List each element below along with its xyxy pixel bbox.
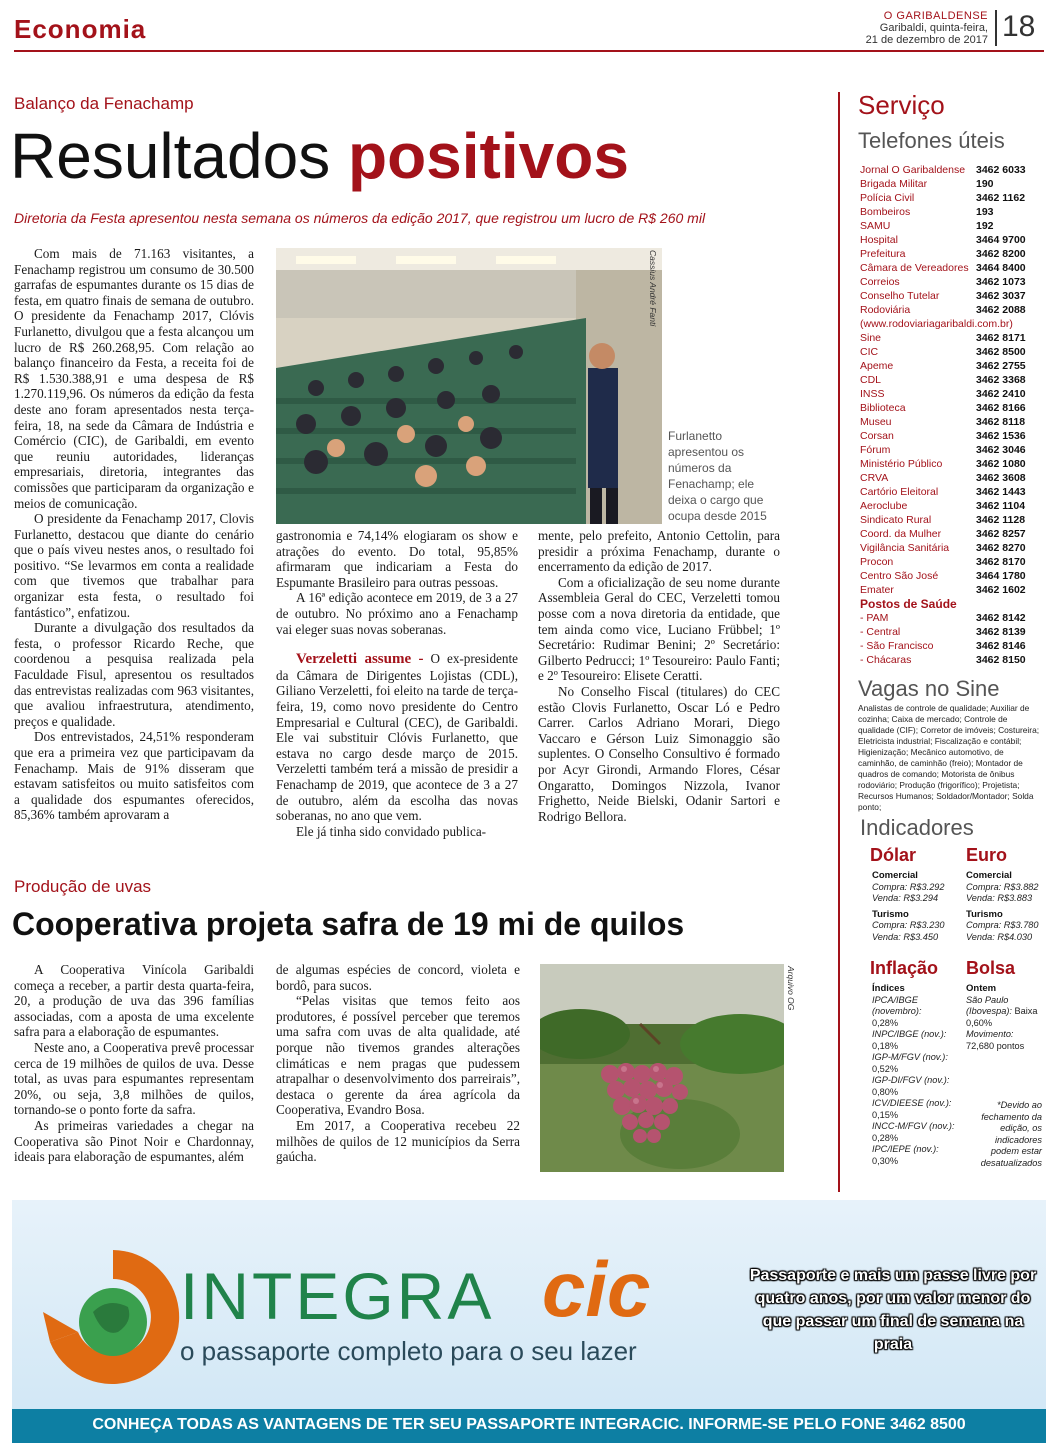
phone-row: [860, 513, 1046, 527]
ad-brand-cic: cic: [542, 1245, 651, 1333]
phone-name: Hospital: [860, 234, 898, 246]
phone-row: [860, 625, 1046, 639]
inflation-index-name: IPCA/IBGE (novembro):: [872, 994, 922, 1016]
phone-row: [860, 387, 1046, 401]
paper-name: O GARIBALDENSE: [883, 10, 988, 22]
euro-tourism-buy: Compra: R$3.780: [966, 920, 1039, 930]
article-paragraph: As primeiras variedades a chegar na Cooperativa são Pinot Noir e Chardonnay, ideais para elaboração de espumantes, além: [14, 1117, 254, 1165]
dolar-tourism-sell: Venda: R$3.450: [872, 931, 939, 942]
article-paragraph: “Pelas visitas que temos feito aos produtores, é possível perceber que teremos uma safra com uvas de alta qualidade, até porque não tivemos grandes alterações climáticas e nem pragas que pudessem atrapalhar o desenvolvimento dos parreirais”, destaca o gerente da área agrícola da Cooperativa, Evandro Bosa.: [276, 993, 520, 1118]
dolar-commercial-label: Comercial: [872, 870, 918, 881]
article-kicker: Produção de uvas: [14, 877, 152, 896]
phone-row: [860, 485, 1046, 499]
phone-number: 3462 8270: [976, 542, 1026, 554]
phone-row: [860, 317, 1046, 331]
bolsa-box: [966, 983, 1050, 1052]
phone-number: 3462 3608: [976, 472, 1026, 484]
phone-number: 3464 1780: [976, 570, 1026, 582]
phone-name: CIC: [860, 346, 879, 358]
phone-number: 3462 8500: [976, 346, 1026, 358]
article-paragraph: Durante a divulgação dos resultados da festa, o professor Ricardo Reche, que coordenou a pesquisa realizada pela Faculdade Fisul, apresentou os resultados das entrevistas realizadas com 963 visitantes, que avaliou infraestrutura, atendimento, preços e qualidade.: [14, 620, 254, 729]
phone-number: 3462 1104: [976, 500, 1026, 512]
ad-offer-text: Passaporte e mais um passe livre por quatro anos, por um valor menor do que passar um final de semana na praia: [749, 1267, 1037, 1353]
dateline-line-2: 21 de dezembro de 2017: [865, 34, 988, 46]
article-paragraph: Neste ano, a Cooperativa prevê processar cerca de 19 milhões de quilos de uva. Desse total, as uvas para espumantes representam 20%, ou seja, 3,8 milhões de quilos, tornando-se o ponto forte da safra.: [14, 1039, 254, 1118]
article-paragraph: de algumas espécies de concord, violeta e bordô, para sucos.: [276, 962, 520, 993]
phone-row: [860, 345, 1046, 359]
phone-name: Procon: [860, 556, 894, 568]
inflation-index-value: 0,52%: [872, 1063, 899, 1074]
phone-name: Bombeiros: [860, 206, 911, 218]
phone-name: Brigada Militar: [860, 178, 928, 190]
indicators-footnote: *Devido ao fechamento da edição, os indicadores podem estar desatualizados: [980, 1100, 1042, 1168]
phone-number: 3462 1080: [976, 458, 1026, 470]
photo-credit: Cassius André Fanti: [648, 250, 658, 327]
phone-row: [860, 653, 1046, 667]
event-photo: [276, 248, 662, 524]
article-column-3: [538, 528, 780, 824]
phone-name: Sine: [860, 332, 882, 344]
article-paragraph: O presidente da Fenachamp 2017, Clovis Furlanetto, destacou que diante do cenário que o país viveu nestes anos, o resultado foi positivo. “Se levarmos em conta a realidade com que tivemos que trabalhar para organizar esta festa, o resultado foi fantástico”, enfatizou.: [14, 511, 254, 620]
headline-part-b: positivos: [347, 120, 629, 192]
phone-name: - Central: [860, 626, 901, 638]
phone-number: 3464 9700: [976, 234, 1026, 246]
dolar-tourism-buy: Compra: R$3.230: [872, 920, 945, 930]
sidebar-title: Serviço: [858, 90, 945, 120]
phone-name: Apeme: [860, 360, 894, 372]
phone-row: [860, 569, 1046, 583]
phone-name: Conselho Tutelar: [860, 290, 940, 302]
phone-name: INSS: [860, 388, 885, 400]
inflation-box: [872, 983, 962, 1167]
subhead-body: O ex-presidente da Câmara de Dirigentes Lojistas (CDL), Giliano Verzeletti, foi eleito na tarde de terça-feira, 19, como novo presidente do Centro Empresarial e Cultural (CEC), de Garibaldi. Ele vai substituir Clóvis Furlanetto, que estava no cargo desde março de 2015. Verzeletti também terá a missão de presidir a Fenachamp de 2019, que acontece de 3 a 27 de outubro, além da escolha das novas soberanas, no ano que vem.: [276, 651, 518, 824]
bolsa-market: São Paulo (Ibovespa):: [966, 994, 1012, 1016]
article-headline: Cooperativa projeta safra de 19 mi de quilos: [12, 906, 685, 942]
phone-row: [860, 205, 1046, 219]
sine-jobs: Analistas de controle de qualidade; Auxiliar de cozinha; Caixa de mercado; Controle de qualidade (CIF); Corretor de imóveis; Costureira; Eletricista industrial; Fiscalização e contábil; Higienização; Mecânico automotivo, de caminhão, de caminhão (freio); Montador de quadros de comando; Motorista de ônibus rodoviário; Produção (frigorífico); Projetista; Recursos Humanos; Soldador/Montador; Solda ponto;: [858, 703, 1040, 812]
phone-name: Polícia Civil: [860, 192, 915, 204]
photo-caption: Furlanetto apresentou os números da Fenachamp; ele deixa o cargo que ocupa desde 2015: [668, 429, 767, 523]
grape-photo: [540, 964, 784, 1172]
phone-name: Sindicato Rural: [860, 514, 932, 526]
phone-row: [860, 415, 1046, 429]
phone-name: Aeroclube: [860, 500, 908, 512]
dateline: [866, 10, 988, 46]
phone-number: 3462 8166: [976, 402, 1026, 414]
photo-credit: Arquivo OG: [786, 966, 796, 1011]
phone-number: 3462 8257: [976, 528, 1026, 540]
dolar-commercial-sell: Venda: R$3.294: [872, 893, 939, 903]
inflation-index-name: IGP-DI/FGV (nov.):: [872, 1075, 950, 1085]
phone-row: [860, 527, 1046, 541]
phone-row: [860, 177, 1046, 191]
subhead-lead: Verzeletti assume -: [296, 651, 424, 668]
phone-number: 190: [976, 178, 994, 190]
phone-row: [860, 303, 1046, 317]
phone-number: 3462 2088: [976, 304, 1026, 316]
euro-tourism-sell: Venda: R$4.030: [966, 931, 1033, 942]
phone-row: [860, 555, 1046, 569]
phone-name: Rodoviária: [860, 304, 911, 316]
phone-row: [860, 611, 1046, 625]
inflation-index-name: ICV/DIEESE (nov.):: [872, 1098, 952, 1108]
phone-row: [860, 233, 1046, 247]
phone-number: 3462 3368: [976, 374, 1026, 386]
euro-commercial-sell: Venda: R$3.883: [966, 893, 1033, 903]
bolsa-change: Baixa 0,60%: [966, 1006, 1038, 1028]
phone-name: Cartório Eleitoral: [860, 486, 939, 498]
phone-name: Ministério Público: [860, 458, 943, 470]
phone-row: [860, 457, 1046, 471]
phone-name: SAMU: [860, 220, 891, 232]
euro-commercial-buy: Compra: R$3.882: [966, 881, 1039, 892]
article-paragraph: Dos entrevistados, 24,51% responderam que era a primeira vez que participavam da Fenachamp. Mais de 91% disseram que estavam satisfeitos ou muito satisfeitos com a qualidade dos espumantes oferecidos, 85,36% também aprovaram a: [14, 729, 254, 823]
phone-name: Centro São José: [860, 570, 939, 582]
phone-number: 193: [976, 206, 994, 218]
phone-number: 3462 8171: [976, 332, 1026, 344]
phone-row: [860, 583, 1046, 597]
article-paragraph: Com mais de 71.163 visitantes, a Fenachamp registrou um consumo de 30.500 garrafas de espumantes durante os 15 dias de festa, em quatro finais de semana de outubro. O presidente da Fenachamp 2017, Clóvis Furlanetto, divulgou que a festa alcançou um lucro de R$ 260.268,95. Com relação ao balanço financeiro da Festa, a receita foi de R$ 1.530.388,91 e uma despesa de R$ 1.270.119,96. Os números da edição da festa deste ano foram apresentados nesta terça-feira, 18, na sede da Câmara de Indústria e Comércio (CIC), de Garibaldi, em evento que reuniu autoridades, lideranças empresariais, diretoria, integrantes das comissões que participaram da organização e meios de comunicação.: [14, 246, 254, 511]
phone-number: 3462 1162: [976, 192, 1026, 204]
inflation-index-value: 0,28%: [872, 1132, 899, 1143]
article-column-2: [276, 962, 520, 1165]
integracic-logo-icon: [38, 1242, 188, 1392]
article-deck: Diretoria da Festa apresentou nesta semana os números da edição 2017, que registrou um lucro de R$ 260 mil: [14, 210, 706, 226]
phone-name: Jornal O Garibaldense: [860, 164, 966, 176]
inflation-index-name: IPC/IEPE (nov.):: [872, 1144, 939, 1154]
phone-number: 3462 1073: [976, 276, 1026, 288]
article-paragraph: A 16ª edição acontece em 2019, de 3 a 27 de outubro. No próximo ano a Fenachamp vai eleger suas novas soberanas.: [276, 590, 518, 637]
inflation-index-value: 0,28%: [872, 1017, 899, 1028]
bolsa-label: Ontem: [966, 983, 997, 994]
phone-number: 3462 1443: [976, 486, 1026, 498]
inflation-label: Índices: [872, 983, 905, 994]
article-kicker: Balanço da Fenachamp: [14, 94, 194, 113]
ad-brand-integra: INTEGRA: [180, 1259, 495, 1333]
phone-number: 3462 8146: [976, 640, 1026, 652]
phone-row: [860, 331, 1046, 345]
phone-row: [860, 373, 1046, 387]
inflation-index-value: 0,15%: [872, 1109, 899, 1120]
phone-name: CDL: [860, 374, 882, 386]
phone-list: [860, 163, 1046, 667]
phone-row: [860, 261, 1046, 275]
page-number: 18: [1002, 10, 1036, 43]
phone-number: 3462 1128: [976, 514, 1026, 526]
phone-name: Fórum: [860, 444, 891, 456]
phone-name: - PAM: [860, 612, 889, 624]
phone-row: [860, 219, 1046, 233]
inflation-index-value: 0,80%: [872, 1086, 899, 1097]
phone-name: Vigilância Sanitária: [860, 542, 950, 554]
phone-row: [860, 541, 1046, 555]
article-column-1: [14, 246, 254, 823]
phone-row: [860, 247, 1046, 261]
article-paragraph: Em 2017, a Cooperativa recebeu 22 milhões de quilos de 12 municípios da Serra gaúcha.: [276, 1117, 520, 1165]
phone-number: 3462 2755: [976, 360, 1026, 372]
phone-number: 3462 8142: [976, 612, 1026, 624]
phone-number: 3462 1536: [976, 430, 1026, 442]
section-title: Economia: [14, 14, 147, 44]
euro-box: [966, 870, 1050, 943]
phone-name: Correios: [860, 276, 900, 288]
phone-number: 192: [976, 220, 994, 232]
dateline-line-1: Garibaldi, quinta-feira,: [879, 22, 988, 34]
dolar-tourism-label: Turismo: [872, 908, 909, 920]
phone-name: Prefeitura: [860, 248, 906, 260]
phone-row: [860, 499, 1046, 513]
inflation-index-name: IGP-M/FGV (nov.):: [872, 1052, 948, 1062]
phone-name: Emater: [860, 584, 894, 596]
phone-row: [860, 163, 1046, 177]
euro-title: Euro: [966, 845, 1008, 865]
bolsa-volume: 72,680 pontos: [966, 1040, 1025, 1051]
euro-tourism-label: Turismo: [966, 908, 1003, 920]
phone-name: Coord. da Mulher: [860, 528, 942, 540]
bolsa-title: Bolsa: [966, 958, 1016, 978]
phone-name: (www.rodoviariagaribaldi.com.br): [860, 318, 1013, 330]
phones-title: Telefones úteis: [858, 128, 1005, 153]
page-number-divider: [995, 10, 997, 46]
article-headline: [10, 118, 629, 194]
headline-part-a: Resultados: [10, 120, 331, 192]
sine-title: Vagas no Sine: [858, 676, 1000, 701]
phone-row: [860, 401, 1046, 415]
phone-number: 3462 8200: [976, 248, 1026, 260]
euro-commercial-label: Comercial: [966, 870, 1012, 881]
phone-row: [860, 429, 1046, 443]
phone-number: 3462 8170: [976, 556, 1026, 568]
phone-name: Museu: [860, 416, 892, 428]
dolar-commercial-buy: Compra: R$3.292: [872, 881, 945, 892]
phone-row: [860, 471, 1046, 485]
article-paragraph: mente, pelo prefeito, Antonio Cettolin, para presidir a próxima Fenachamp, durante o encerramento da edição de 2017.: [538, 528, 780, 575]
phone-name: Corsan: [860, 430, 894, 442]
health-title: Postos de Saúde: [860, 597, 957, 611]
phone-row: [860, 191, 1046, 205]
ad-footer-text: CONHEÇA TODAS AS VANTAGENS DE TER SEU PASSAPORTE INTEGRACIC. INFORME-SE PELO FONE 3462 8500: [92, 1416, 966, 1433]
phone-number: 3462 1602: [976, 584, 1026, 596]
inflation-index-name: INPC/IBGE (nov.):: [872, 1029, 947, 1039]
phone-name: - Chácaras: [860, 654, 912, 666]
inflation-index-value: 0,30%: [872, 1155, 899, 1166]
article-paragraph: Com a oficialização de seu nome durante Assembleia Geral do CEC, Verzeletti tomou posse com a nova diretoria da entidade, que tem ainda como vice, Luciano Frübbel; 1º Secretário: Rudimar Benini; 2º Secretário: Gilberto Pedrucci; 1º Tesoureiro: Paulo Fanti; e 2º Tesoureiro: Elisete Ceratti.: [538, 574, 780, 684]
dolar-box: [872, 870, 962, 943]
phone-number: 3462 8150: [976, 654, 1026, 666]
inflation-index-value: 0,18%: [872, 1040, 899, 1051]
sidebar-rule: [838, 92, 840, 1192]
phone-row: [860, 443, 1046, 457]
article-paragraph: [276, 651, 518, 824]
phone-row: [860, 639, 1046, 653]
article-paragraph: gastronomia e 74,14% elogiaram os show e atrações do evento. Do total, 95,85% afirmaram que indicariam a Festa do Espumante Brasileiro para outras pessoas.: [276, 528, 518, 590]
phone-name: - São Francisco: [860, 640, 934, 652]
article-column-1: [14, 962, 254, 1165]
bolsa-volume-label: Movimento:: [966, 1029, 1014, 1039]
inflation-index-name: INCC-M/FGV (nov.):: [872, 1121, 955, 1131]
phone-name: CRVA: [860, 472, 889, 484]
header-rule: [14, 50, 1044, 52]
article-column-2: [276, 528, 518, 839]
phone-number: 3464 8400: [976, 262, 1026, 274]
phone-number: 3462 2410: [976, 388, 1026, 400]
phone-name: Biblioteca: [860, 402, 906, 414]
ad-tagline: o passaporte completo para o seu lazer: [180, 1336, 637, 1366]
phone-number: 3462 3046: [976, 444, 1026, 456]
phone-number: 3462 3037: [976, 290, 1026, 302]
dolar-title: Dólar: [870, 845, 917, 865]
phone-number: 3462 8139: [976, 626, 1026, 638]
article-paragraph: No Conselho Fiscal (titulares) do CEC estão Clovis Furlanetto, Oscar Ló e Pedro Carrer. Carlos Adriano Morari, Diego Vaccaro e Gérson Luiz Simonaggio são suplentes. O Conselho Consultivo é formado por Acyr Girondi, Armando Flores, César Ongaratto, Domingos Nizzola, Ivanor Frighetto, Neide Bielski, Odanir Sartori e Rodrigo Bellora.: [538, 683, 780, 824]
article-paragraph: Ele já tinha sido convidado publica-: [296, 823, 487, 839]
phone-row: [860, 359, 1046, 373]
phone-number: 3462 8118: [976, 416, 1026, 428]
inflation-title: Inflação: [870, 958, 939, 978]
phone-number: 3462 6033: [976, 164, 1026, 176]
indicators-title: Indicadores: [860, 815, 974, 840]
phone-row: [860, 275, 1046, 289]
phone-row: [860, 289, 1046, 303]
phone-name: Câmara de Vereadores: [860, 262, 969, 274]
article-paragraph: A Cooperativa Vinícola Garibaldi começa a receber, a partir desta quarta-feira, 20, a produção de uva das 396 famílias associadas, com a aposta de uma excelente safra para a elaboração de espumantes.: [14, 962, 254, 1040]
